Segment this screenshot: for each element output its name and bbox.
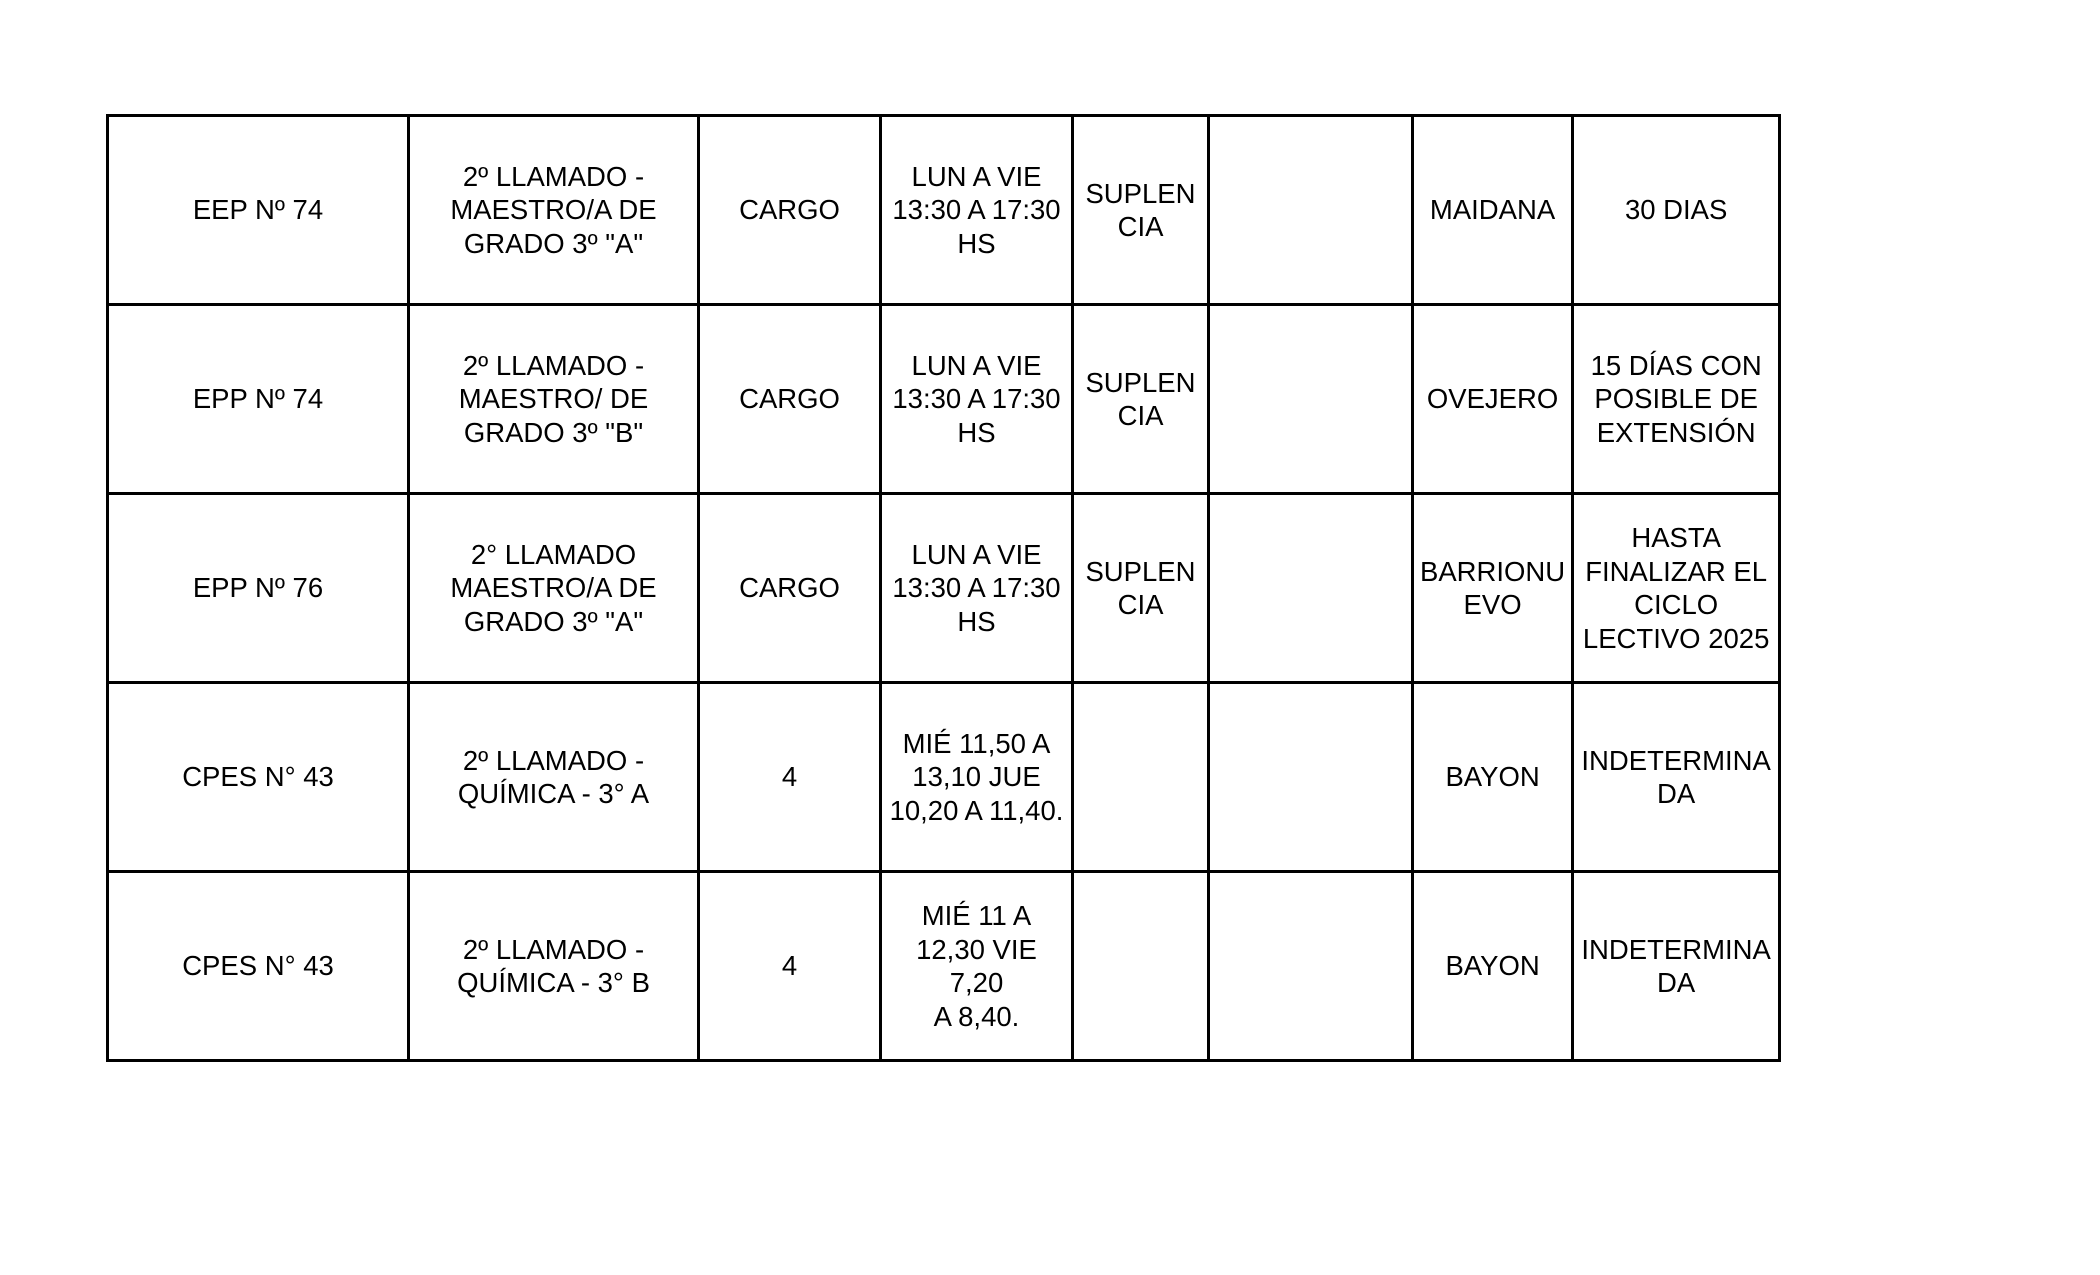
table-row: [108, 494, 1780, 683]
duration-cell: HASTA FINALIZAR EL CICLO LECTIVO 2025: [1573, 494, 1780, 683]
type-cell: CARGO: [699, 305, 881, 494]
vacancy-table: [106, 114, 1781, 1062]
empty-cell: [1209, 305, 1413, 494]
school-cell: CPES N° 43: [108, 683, 409, 872]
school-cell: EPP Nº 74: [108, 305, 409, 494]
schedule-cell: MIÉ 11 A 12,30 VIE 7,20 A 8,40.: [881, 872, 1073, 1061]
table-row: [108, 305, 1780, 494]
call-position-cell: 2º LLAMADO - MAESTRO/A DE GRADO 3º "A": [409, 116, 699, 305]
table-row: [108, 683, 1780, 872]
teacher-cell: BARRIONU EVO: [1413, 494, 1573, 683]
schedule-cell: MIÉ 11,50 A 13,10 JUE 10,20 A 11,40.: [881, 683, 1073, 872]
call-position-cell: 2º LLAMADO - QUÍMICA - 3° B: [409, 872, 699, 1061]
duration-cell: 30 DIAS: [1573, 116, 1780, 305]
duration-cell: 15 DÍAS CON POSIBLE DE EXTENSIÓN: [1573, 305, 1780, 494]
schedule-cell: LUN A VIE 13:30 A 17:30 HS: [881, 116, 1073, 305]
table-row: [108, 872, 1780, 1061]
status-cell: SUPLEN CIA: [1073, 305, 1209, 494]
type-cell: CARGO: [699, 494, 881, 683]
school-cell: CPES N° 43: [108, 872, 409, 1061]
type-cell: CARGO: [699, 116, 881, 305]
status-cell: SUPLEN CIA: [1073, 494, 1209, 683]
teacher-cell: BAYON: [1413, 872, 1573, 1061]
call-position-cell: 2° LLAMADO MAESTRO/A DE GRADO 3º "A": [409, 494, 699, 683]
school-cell: EEP Nº 74: [108, 116, 409, 305]
empty-cell: [1209, 872, 1413, 1061]
empty-cell: [1209, 683, 1413, 872]
status-cell: SUPLEN CIA: [1073, 116, 1209, 305]
status-cell: [1073, 683, 1209, 872]
duration-cell: INDETERMINA DA: [1573, 872, 1780, 1061]
type-cell: 4: [699, 872, 881, 1061]
empty-cell: [1209, 116, 1413, 305]
schedule-cell: LUN A VIE 13:30 A 17:30 HS: [881, 305, 1073, 494]
duration-cell: INDETERMINA DA: [1573, 683, 1780, 872]
empty-cell: [1209, 494, 1413, 683]
teacher-cell: OVEJERO: [1413, 305, 1573, 494]
call-position-cell: 2º LLAMADO - MAESTRO/ DE GRADO 3º "B": [409, 305, 699, 494]
teacher-cell: BAYON: [1413, 683, 1573, 872]
call-position-cell: 2º LLAMADO - QUÍMICA - 3° A: [409, 683, 699, 872]
table-row: [108, 116, 1780, 305]
schedule-cell: LUN A VIE 13:30 A 17:30 HS: [881, 494, 1073, 683]
school-cell: EPP Nº 76: [108, 494, 409, 683]
status-cell: [1073, 872, 1209, 1061]
type-cell: 4: [699, 683, 881, 872]
teacher-cell: MAIDANA: [1413, 116, 1573, 305]
